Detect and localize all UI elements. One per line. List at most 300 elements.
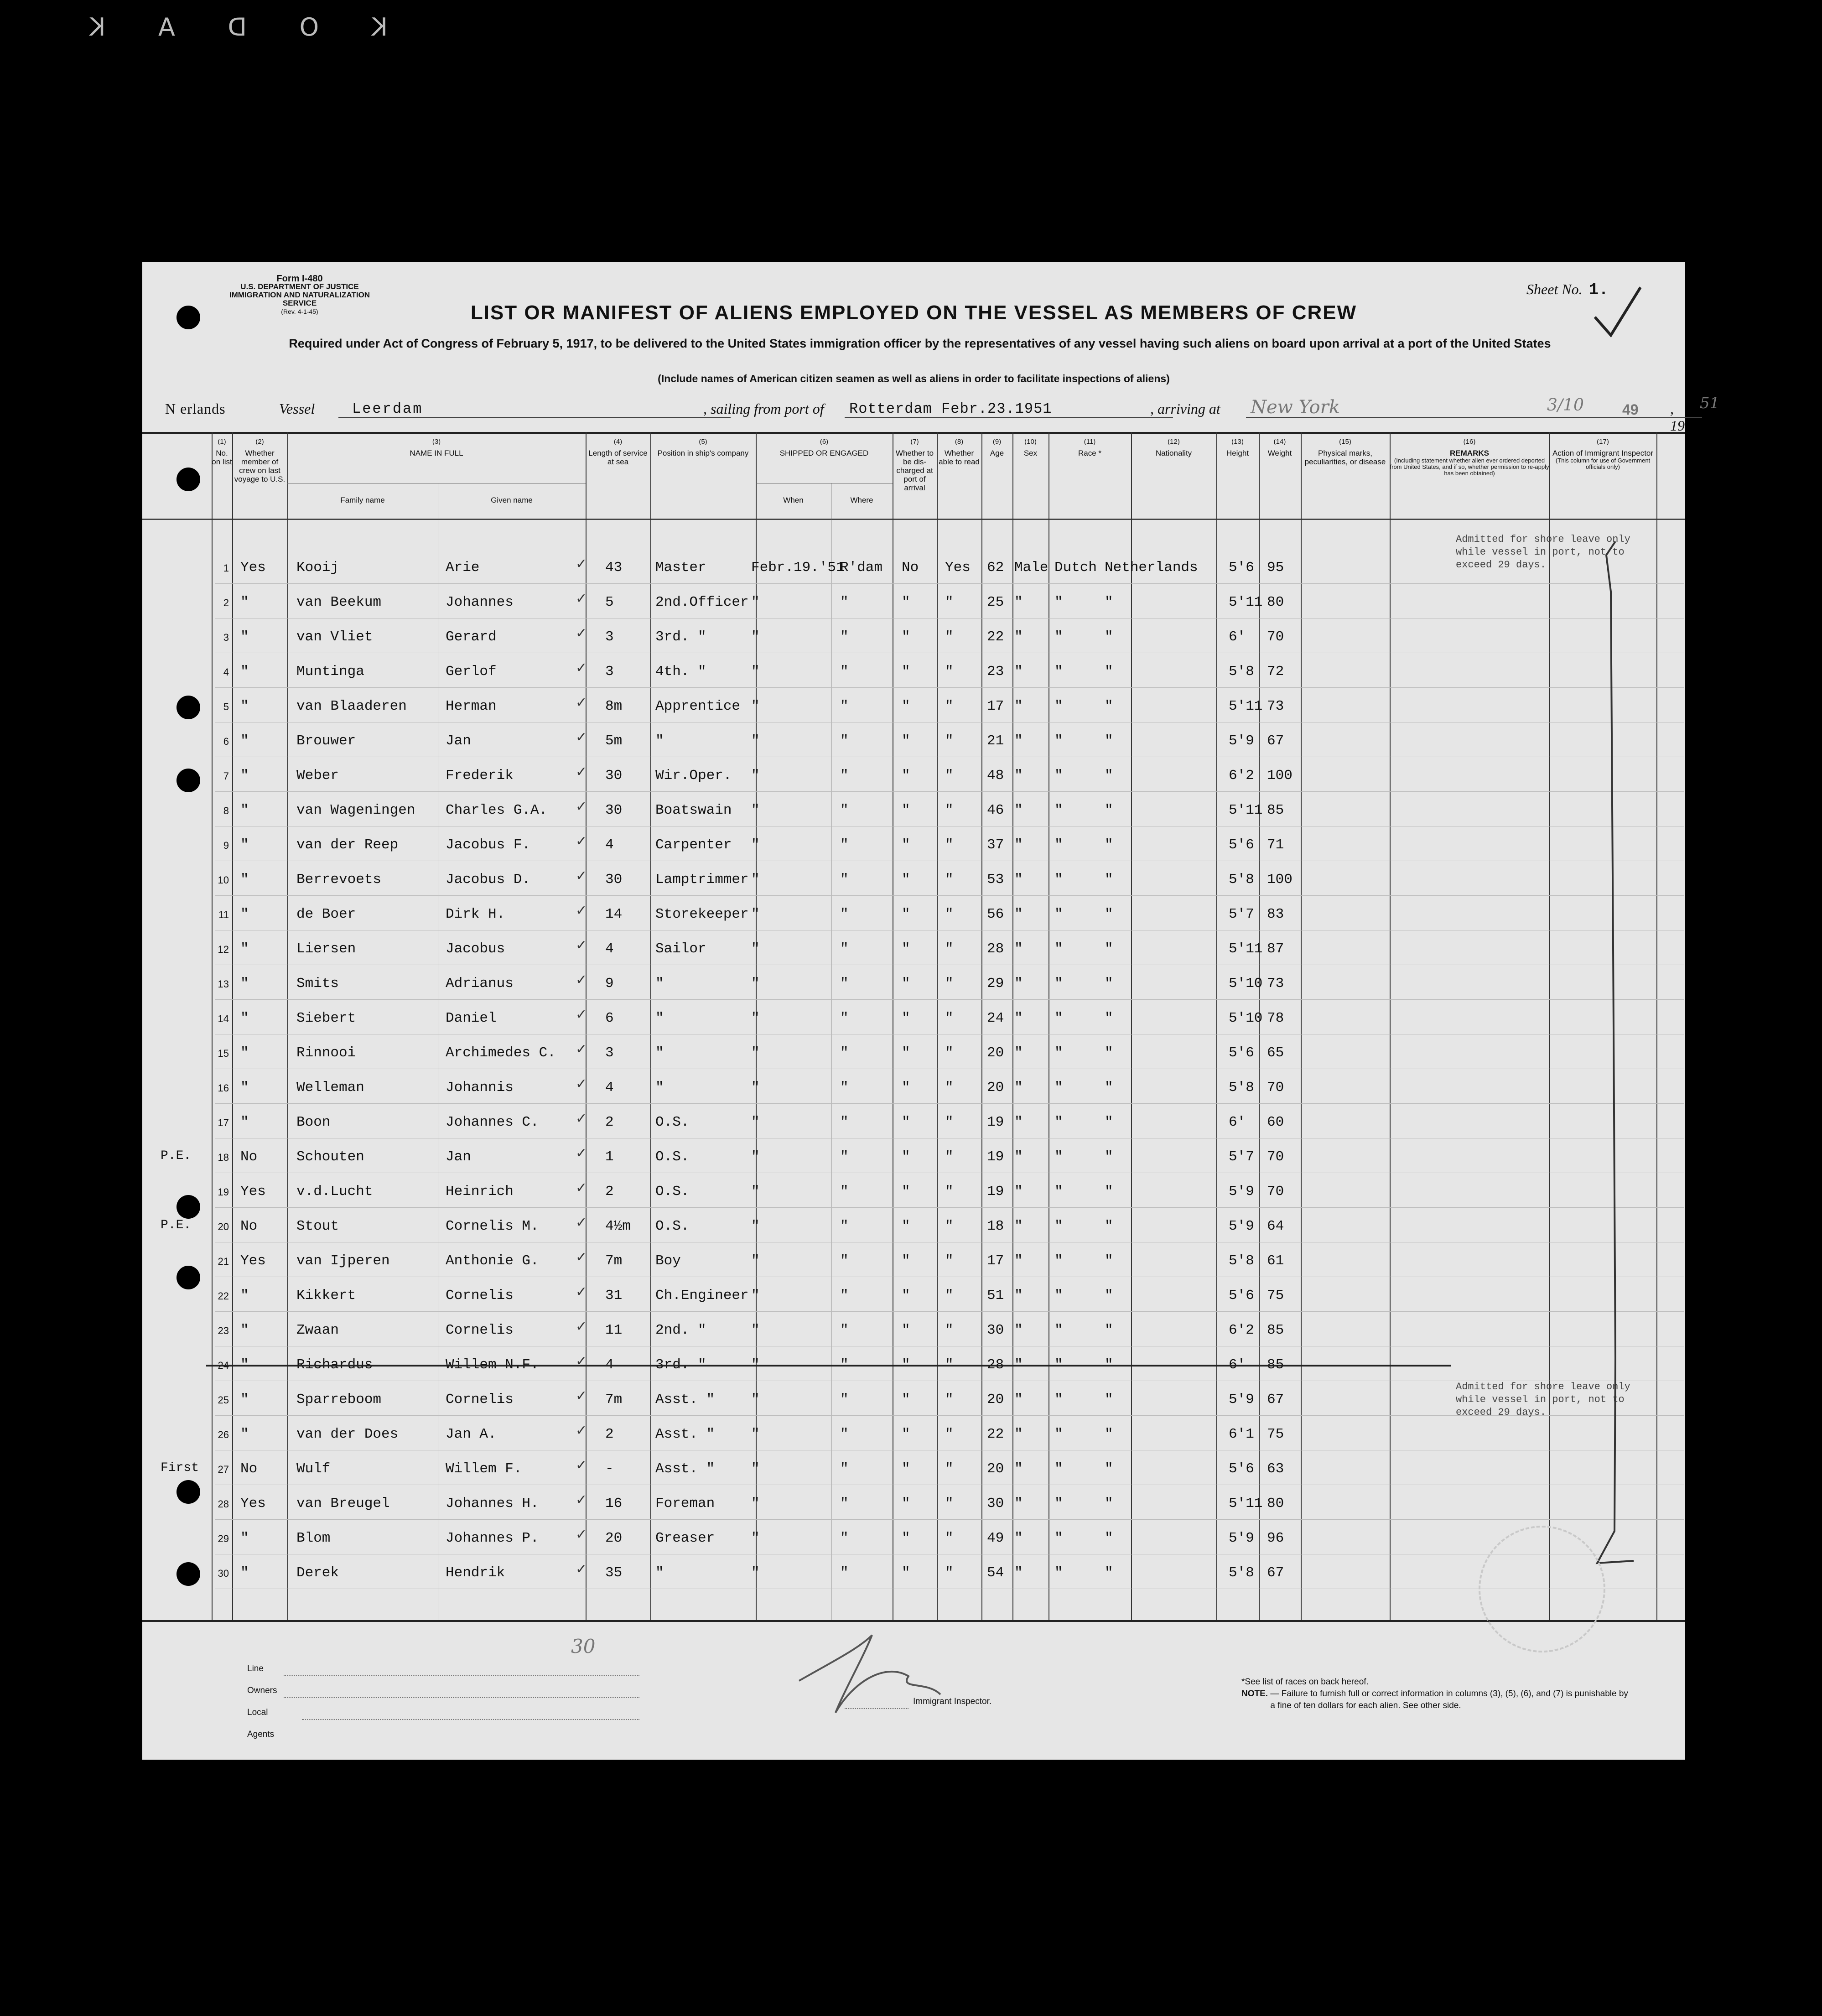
cell-age: 62 — [987, 560, 1004, 576]
cell-age: 48 — [987, 768, 1004, 784]
cell-height: 5'8 — [1229, 1565, 1254, 1581]
col-header-nationality: (12) Nationality — [1155, 438, 1192, 457]
cell-no: 17 — [218, 1117, 229, 1128]
cell-no: 3 — [223, 632, 229, 643]
cell-weight: 87 — [1267, 941, 1284, 957]
cell-discharged: " — [902, 1253, 910, 1269]
cell-age: 51 — [987, 1288, 1004, 1304]
cell-when: " — [751, 698, 760, 714]
cell-weight: 73 — [1267, 976, 1284, 992]
cell-position: " — [655, 1010, 664, 1026]
cell-where: " — [840, 1357, 849, 1373]
col-header-action: (17) Action of Immigrant Inspector (This column for use of Government officials only) — [1552, 438, 1654, 470]
cell-where: " — [840, 1080, 849, 1096]
cell-crew: Yes — [240, 560, 266, 576]
page-title: LIST OR MANIFEST OF ALIENS EMPLOYED ON THE VESSEL AS MEMBERS OF CREW — [470, 301, 1357, 324]
cell-when: " — [751, 906, 760, 922]
cell-age: 37 — [987, 837, 1004, 853]
cell-discharged: " — [902, 1426, 910, 1442]
cell-given-name: Gerlof — [446, 664, 497, 680]
cell-position: Asst. " — [655, 1426, 715, 1442]
cell-nationality: " — [1105, 837, 1113, 853]
table-row — [142, 1557, 1685, 1591]
cell-discharged: " — [902, 1149, 910, 1165]
cell-crew: No — [240, 1149, 258, 1165]
cell-no: 23 — [218, 1325, 229, 1336]
table-row — [142, 1453, 1685, 1487]
cell-race: " — [1054, 1010, 1063, 1026]
cell-height: 5'6 — [1229, 1045, 1254, 1061]
cell-prefix: P.E. — [161, 1218, 192, 1232]
cell-given-name: Cornelis M. — [446, 1218, 539, 1234]
cell-read: " — [945, 1010, 954, 1026]
cell-position: Ch.Engineer — [655, 1288, 749, 1304]
tick-mark-icon: ✓ — [576, 1492, 587, 1508]
cell-when: " — [751, 1253, 760, 1269]
cell-read: " — [945, 1322, 954, 1338]
cell-sex: " — [1014, 1149, 1023, 1165]
cell-when: " — [751, 1565, 760, 1581]
col-header-service: (4) Length of service at sea — [588, 438, 648, 466]
cell-crew: No — [240, 1461, 258, 1477]
cell-age: 19 — [987, 1184, 1004, 1200]
arrival-date: 3/10 — [1547, 396, 1584, 415]
cell-crew: No — [240, 1218, 258, 1234]
cell-discharged: " — [902, 1010, 910, 1026]
cell-crew: " — [240, 768, 249, 784]
cell-given-name: Jacobus F. — [446, 837, 531, 853]
col-header-given: Given name — [491, 496, 533, 504]
tick-mark-icon: ✓ — [576, 1007, 587, 1023]
cell-position: Storekeeper — [655, 906, 749, 922]
cell-where: " — [840, 976, 849, 992]
cell-where: " — [840, 629, 849, 645]
cell-when: " — [751, 941, 760, 957]
cell-crew: " — [240, 802, 249, 818]
cell-race: Dutch — [1054, 560, 1097, 576]
cell-age: 17 — [987, 698, 1004, 714]
cell-race: " — [1054, 1565, 1063, 1581]
cell-when: " — [751, 1045, 760, 1061]
sheet-number-label: Sheet No. — [1526, 281, 1583, 297]
cell-family-name: Schouten — [296, 1149, 364, 1165]
cell-crew: " — [240, 1114, 249, 1130]
cell-age: 49 — [987, 1530, 1004, 1546]
cell-nationality: " — [1105, 1288, 1113, 1304]
cell-service: 5 — [605, 594, 614, 610]
cell-when: " — [751, 1288, 760, 1304]
cell-position: " — [655, 1080, 664, 1096]
cell-where: " — [840, 1010, 849, 1026]
col-header-physical: (15) Physical marks, peculiarities, or disease — [1304, 438, 1386, 466]
cell-race: " — [1054, 802, 1063, 818]
cell-nationality: " — [1105, 594, 1113, 610]
cell-service: 30 — [605, 872, 623, 888]
cell-crew: " — [240, 1565, 249, 1581]
tick-mark-icon: ✓ — [576, 1111, 587, 1127]
sheet-number-value: 1. — [1588, 281, 1609, 299]
cell-service: 4 — [605, 941, 614, 957]
cell-sex: " — [1014, 1392, 1023, 1408]
cell-given-name: Archimedes C. — [446, 1045, 556, 1061]
note-text: — Failure to furnish full or correct information in columns (3), (5), (6), and (7) is punishable by a fine of ten dollars for each alien. See other side. — [1270, 1689, 1628, 1710]
cell-sex: " — [1014, 629, 1023, 645]
cell-crew: " — [240, 1426, 249, 1442]
cell-sex: " — [1014, 1288, 1023, 1304]
table-row — [142, 1002, 1685, 1037]
cell-age: 28 — [987, 941, 1004, 957]
cell-position: O.S. — [655, 1114, 690, 1130]
cell-read: " — [945, 1496, 954, 1512]
col-header-discharged: (7) Whether to be dis-charged at port of arrival — [895, 438, 934, 492]
cell-when: " — [751, 802, 760, 818]
cell-where: " — [840, 1149, 849, 1165]
cell-weight: 85 — [1267, 1357, 1284, 1373]
cell-where: " — [840, 1322, 849, 1338]
cell-nationality: " — [1105, 1392, 1113, 1408]
cell-when: " — [751, 837, 760, 853]
cell-read: " — [945, 768, 954, 784]
cell-where: " — [840, 1461, 849, 1477]
cell-where: " — [840, 906, 849, 922]
cell-age: 19 — [987, 1149, 1004, 1165]
cell-when: " — [751, 1530, 760, 1546]
cell-position: Greaser — [655, 1530, 715, 1546]
cell-sex: " — [1014, 1426, 1023, 1442]
sailing-label: , sailing from port of — [703, 400, 824, 417]
col-header-age: (9) Age — [990, 438, 1004, 457]
tick-mark-icon: ✓ — [576, 1527, 587, 1543]
punch-hole — [176, 468, 200, 491]
cell-race: " — [1054, 1496, 1063, 1512]
cell-race: " — [1054, 1288, 1063, 1304]
cell-when: " — [751, 1218, 760, 1234]
cell-given-name: Johannis — [446, 1080, 514, 1096]
cell-where: " — [840, 872, 849, 888]
table-row — [142, 655, 1685, 690]
cell-given-name: Jan — [446, 733, 471, 749]
cell-family-name: van der Reep — [296, 837, 399, 853]
cell-given-name: Gerard — [446, 629, 497, 645]
cell-weight: 72 — [1267, 664, 1284, 680]
cell-given-name: Herman — [446, 698, 497, 714]
cell-service: 2 — [605, 1114, 614, 1130]
cell-sex: " — [1014, 1114, 1023, 1130]
cell-nationality: " — [1105, 1461, 1113, 1477]
cell-race: " — [1054, 1357, 1063, 1373]
cell-nationality: " — [1105, 1080, 1113, 1096]
cell-service: 11 — [605, 1322, 623, 1338]
form-dept: U.S. DEPARTMENT OF JUSTICE — [240, 282, 359, 291]
cell-position: Apprentice — [655, 698, 741, 714]
table-row — [142, 690, 1685, 725]
cell-when: " — [751, 1426, 760, 1442]
cell-race: " — [1054, 1322, 1063, 1338]
cell-position: 2nd. " — [655, 1322, 706, 1338]
col-header-weight: (14) Weight — [1267, 438, 1292, 457]
table-row — [142, 829, 1685, 863]
cell-where: " — [840, 698, 849, 714]
punch-hole — [176, 696, 200, 719]
cell-service: 7m — [605, 1392, 623, 1408]
cell-read: " — [945, 1426, 954, 1442]
cell-weight: 70 — [1267, 629, 1284, 645]
cell-when: " — [751, 1322, 760, 1338]
table-row — [142, 759, 1685, 794]
cell-age: 22 — [987, 1426, 1004, 1442]
cell-read: " — [945, 1565, 954, 1581]
cell-service: 5m — [605, 733, 623, 749]
cell-read: " — [945, 1080, 954, 1096]
cell-height: 5'6 — [1229, 1461, 1254, 1477]
cell-weight: 83 — [1267, 906, 1284, 922]
cell-when: " — [751, 1392, 760, 1408]
cell-height: 5'11 — [1229, 802, 1263, 818]
tick-mark-icon: ✓ — [576, 729, 587, 745]
cell-nationality: " — [1105, 872, 1113, 888]
cell-service: 30 — [605, 768, 623, 784]
tick-mark-icon: ✓ — [576, 1249, 587, 1265]
cell-where: " — [840, 1253, 849, 1269]
cell-race: " — [1054, 733, 1063, 749]
cell-family-name: van der Does — [296, 1426, 399, 1442]
cell-nationality: " — [1105, 1530, 1113, 1546]
cell-age: 20 — [987, 1392, 1004, 1408]
cell-where: " — [840, 1218, 849, 1234]
table-row — [142, 1522, 1685, 1557]
cell-height: 6'2 — [1229, 1322, 1254, 1338]
cell-nationality: " — [1105, 1045, 1113, 1061]
cell-family-name: van Wageningen — [296, 802, 415, 818]
cell-discharged: " — [902, 1357, 910, 1373]
cell-weight: 95 — [1267, 560, 1284, 576]
cell-where: R'dam — [840, 560, 883, 576]
cell-age: 56 — [987, 906, 1004, 922]
cell-race: " — [1054, 698, 1063, 714]
cell-weight: 70 — [1267, 1080, 1284, 1096]
cell-height: 5'11 — [1229, 698, 1263, 714]
cell-discharged: " — [902, 906, 910, 922]
cell-discharged: " — [902, 1080, 910, 1096]
cell-family-name: van Blaaderen — [296, 698, 407, 714]
cell-when: Febr.19.'51 — [751, 560, 845, 576]
cell-where: " — [840, 1392, 849, 1408]
cell-crew: Yes — [240, 1496, 266, 1512]
cell-no: 7 — [223, 770, 229, 782]
form-revision: (Rev. 4-1-45) — [281, 308, 318, 315]
cell-sex: " — [1014, 1184, 1023, 1200]
remark-row-20: Admitted for shore leave only while vessel in port, not to exceed 29 days. — [1456, 1381, 1630, 1418]
cell-given-name: Jan A. — [446, 1426, 497, 1442]
cell-height: 6'1 — [1229, 1426, 1254, 1442]
cell-weight: 96 — [1267, 1530, 1284, 1546]
cell-service: 4½m — [605, 1218, 631, 1234]
cell-discharged: " — [902, 872, 910, 888]
cell-read: " — [945, 1149, 954, 1165]
cell-given-name: Jacobus D. — [446, 872, 531, 888]
tick-mark-icon: ✓ — [576, 625, 587, 641]
cell-age: 19 — [987, 1114, 1004, 1130]
cell-discharged: " — [902, 837, 910, 853]
cell-service: 16 — [605, 1496, 623, 1512]
cell-given-name: Arie — [446, 560, 480, 576]
cell-position: O.S. — [655, 1218, 690, 1234]
table-row — [142, 1175, 1685, 1210]
cell-family-name: Kooij — [296, 560, 339, 576]
cell-weight: 85 — [1267, 1322, 1284, 1338]
cell-where: " — [840, 1184, 849, 1200]
cell-weight: 70 — [1267, 1184, 1284, 1200]
cell-age: 18 — [987, 1218, 1004, 1234]
cell-sex: " — [1014, 733, 1023, 749]
cell-weight: 67 — [1267, 1392, 1284, 1408]
table-row — [142, 933, 1685, 967]
cell-height: 6' — [1229, 1114, 1246, 1130]
cell-read: " — [945, 1184, 954, 1200]
cell-family-name: Zwaan — [296, 1322, 339, 1338]
cell-height: 5'9 — [1229, 1218, 1254, 1234]
cell-no: 14 — [218, 1013, 229, 1024]
cell-given-name: Daniel — [446, 1010, 497, 1026]
cell-nationality: " — [1105, 1253, 1113, 1269]
cell-no: 19 — [218, 1186, 229, 1198]
table-row — [142, 551, 1685, 586]
cell-read: " — [945, 872, 954, 888]
cell-when: " — [751, 1184, 760, 1200]
cell-sex: " — [1014, 1461, 1023, 1477]
cell-when: " — [751, 1114, 760, 1130]
cell-discharged: " — [902, 1496, 910, 1512]
cell-service: - — [605, 1461, 614, 1477]
cell-position: Master — [655, 560, 706, 576]
tick-mark-icon: ✓ — [576, 937, 587, 953]
cell-crew: " — [240, 664, 249, 680]
cell-position: 3rd. " — [655, 629, 706, 645]
cell-height: 5'9 — [1229, 1184, 1254, 1200]
races-note: *See list of races on back hereof. — [1241, 1677, 1369, 1687]
cell-position: 2nd.Officer — [655, 594, 749, 610]
cell-discharged: " — [902, 1565, 910, 1581]
table-row — [142, 621, 1685, 655]
cell-race: " — [1054, 1253, 1063, 1269]
cell-nationality: " — [1105, 733, 1113, 749]
cell-crew: " — [240, 1392, 249, 1408]
cell-service: 3 — [605, 664, 614, 680]
cell-position: 4th. " — [655, 664, 706, 680]
table-row — [142, 1279, 1685, 1314]
cell-no: 13 — [218, 978, 229, 990]
cell-nationality: " — [1105, 1114, 1113, 1130]
arriving-label: , arriving at — [1150, 400, 1220, 417]
cell-discharged: " — [902, 1392, 910, 1408]
cell-position: Foreman — [655, 1496, 715, 1512]
cell-no: 18 — [218, 1152, 229, 1163]
cell-family-name: Siebert — [296, 1010, 356, 1026]
cell-no: 16 — [218, 1082, 229, 1094]
cell-when: " — [751, 1010, 760, 1026]
cell-service: 7m — [605, 1253, 623, 1269]
cell-service: 2 — [605, 1184, 614, 1200]
table-row — [142, 794, 1685, 829]
tick-mark-icon: ✓ — [576, 764, 587, 780]
cell-race: " — [1054, 768, 1063, 784]
cell-no: 30 — [218, 1568, 229, 1579]
footer-owners-label: Owners — [247, 1686, 277, 1695]
cell-discharged: " — [902, 1288, 910, 1304]
cell-weight: 65 — [1267, 1045, 1284, 1061]
cell-position: Wir.Oper. — [655, 768, 732, 784]
cell-crew: " — [240, 1080, 249, 1096]
cell-sex: Male — [1014, 560, 1049, 576]
cell-height: 5'8 — [1229, 1080, 1254, 1096]
cell-weight: 71 — [1267, 837, 1284, 853]
cell-given-name: Cornelis — [446, 1288, 514, 1304]
film-letter: K — [87, 13, 106, 42]
year-hand: 51 — [1700, 394, 1720, 412]
cell-sex: " — [1014, 1253, 1023, 1269]
cell-crew: " — [240, 872, 249, 888]
cell-position: Sailor — [655, 941, 706, 957]
cell-position: Carpenter — [655, 837, 732, 853]
remark-row-1: Admitted for shore leave only while vessel in port, not to exceed 29 days. — [1456, 534, 1630, 571]
col-header-name: (3) NAME IN FULL — [410, 438, 463, 457]
cell-weight: 100 — [1267, 768, 1293, 784]
cell-height: 5'7 — [1229, 1149, 1254, 1165]
col-header-height: (13) Height — [1226, 438, 1249, 457]
cell-family-name: Welleman — [296, 1080, 364, 1096]
cell-crew: " — [240, 1045, 249, 1061]
cell-race: " — [1054, 1426, 1063, 1442]
cell-weight: 75 — [1267, 1288, 1284, 1304]
cell-service: 4 — [605, 1080, 614, 1096]
cell-family-name: Richardus — [296, 1357, 373, 1373]
cell-family-name: Wulf — [296, 1461, 331, 1477]
cell-height: 5'11 — [1229, 941, 1263, 957]
cell-family-name: van Beekum — [296, 594, 382, 610]
cell-weight: 73 — [1267, 698, 1284, 714]
cell-race: " — [1054, 1218, 1063, 1234]
cell-where: " — [840, 768, 849, 784]
cell-read: " — [945, 906, 954, 922]
total-count-hand: 30 — [571, 1635, 596, 1657]
cell-read: " — [945, 1461, 954, 1477]
required-statement: Required under Act of Congress of February 5, 1917, to be delivered to the United States immigration officer by the representatives of any vessel having such aliens on board upon arrival at a port of the United States — [289, 337, 1551, 350]
cell-given-name: Johannes P. — [446, 1530, 539, 1546]
cell-no: 26 — [218, 1429, 229, 1440]
cell-race: " — [1054, 837, 1063, 853]
cell-family-name: Sparreboom — [296, 1392, 382, 1408]
form-service: IMMIGRATION AND NATURALIZATION SERVICE — [229, 291, 370, 307]
cell-crew: " — [240, 1010, 249, 1026]
tick-mark-icon: ✓ — [576, 868, 587, 884]
cell-read: " — [945, 1045, 954, 1061]
cell-when: " — [751, 768, 760, 784]
cell-sex: " — [1014, 941, 1023, 957]
cell-given-name: Jan — [446, 1149, 471, 1165]
cell-when: " — [751, 1357, 760, 1373]
cell-discharged: " — [902, 1045, 910, 1061]
cell-weight: 85 — [1267, 802, 1284, 818]
cell-weight: 64 — [1267, 1218, 1284, 1234]
cell-service: 8m — [605, 698, 623, 714]
cell-given-name: Anthonie G. — [446, 1253, 539, 1269]
vessel-flag: N erlands — [165, 400, 226, 417]
cell-sex: " — [1014, 1565, 1023, 1581]
cell-when: " — [751, 1149, 760, 1165]
cell-family-name: Boon — [296, 1114, 331, 1130]
cell-discharged: " — [902, 802, 910, 818]
cell-sex: " — [1014, 872, 1023, 888]
